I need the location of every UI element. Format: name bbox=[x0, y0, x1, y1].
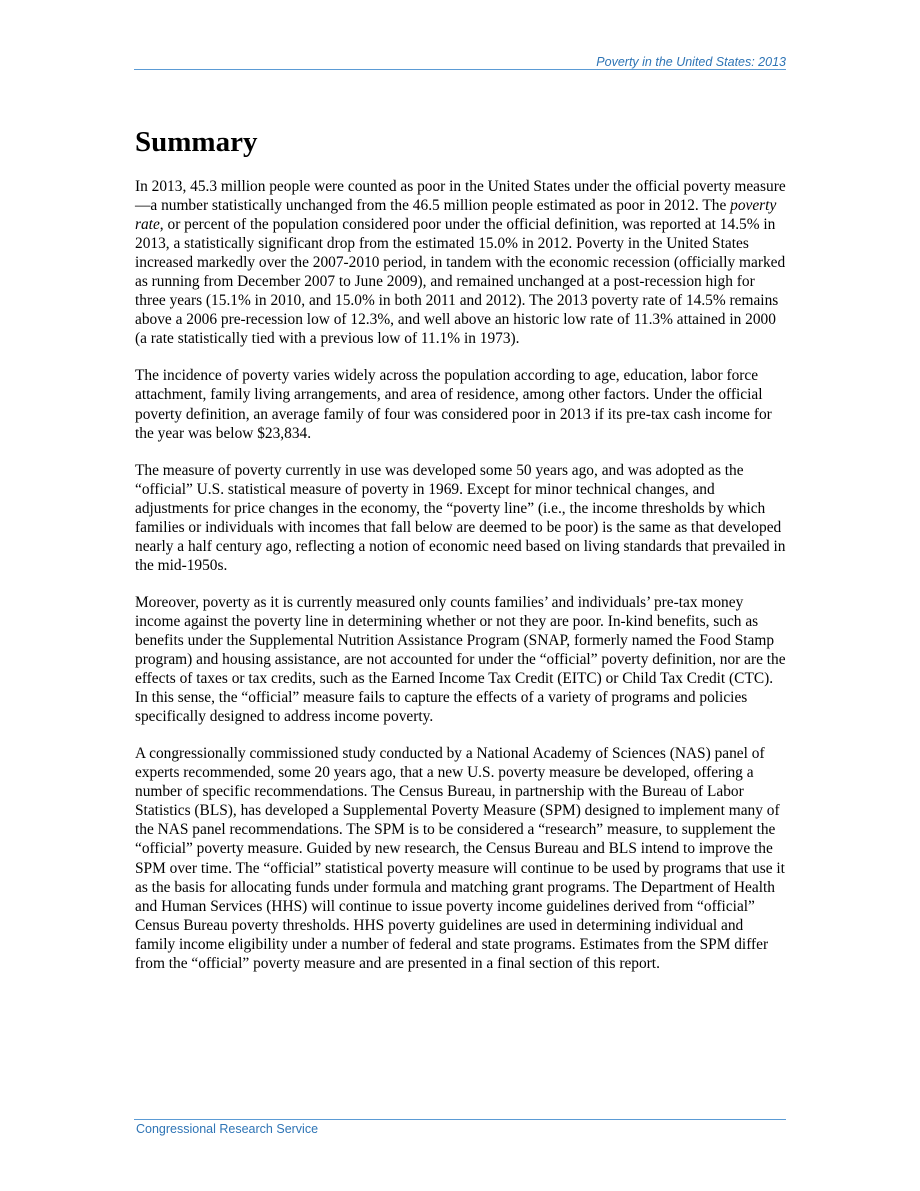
header-divider bbox=[134, 69, 786, 70]
paragraph-5: A congressionally commissioned study conducted by a National Academy of Sciences (NAS) panel of experts recommended, some 20 years ago, that a new U.S. poverty measure be developed, offering a number of specific recommendations. The Census Bureau, in partnership with the Bureau of Labor Statistics (BLS), has developed a Supplemental Poverty Measure (SPM) designed to implement many of the NAS panel recommendations. The SPM is to be considered a “research” measure, to supplement the “official” poverty measure. Guided by new research, the Census Bureau and BLS intend to improve the SPM over time. The “official” statistical poverty measure will continue to be used by programs that use it as the basis for allocating funds under formula and matching grant programs. The Department of Health and Human Services (HHS) will continue to issue poverty income guidelines derived from “official” Census Bureau poverty thresholds. HHS poverty guidelines are used in determining individual and family income eligibility under a number of federal and state programs. Estimates from the SPM differ from the “official” poverty measure and are presented in a final section of this report. bbox=[135, 745, 785, 972]
paragraph-3: The measure of poverty currently in use was developed some 50 years ago, and was adopted as the “official” U.S. statistical measure of poverty in 1969. Except for minor technical changes, and adjustments for price changes in the economy, the “poverty line” (i.e., the income thresholds by which families or individuals with incomes that fall below are deemed to be poor) is the same as that developed nearly a half century ago, reflecting a notion of economic need based on living standards that prevailed in the mid-1950s. bbox=[135, 461, 786, 574]
page-title: Summary bbox=[135, 126, 258, 158]
paragraph-4: Moreover, poverty as it is currently measured only counts families’ and individuals’ pre-tax money income against the poverty line in determining whether or not they are poor. In-kind benefits, such as benefits under the Supplemental Nutrition Assistance Program (SNAP, formerly named the Food Stamp program) and housing assistance, are not accounted for under the “official” poverty definition, nor are the effects of taxes or tax credits, such as the Earned Income Tax Credit (EITC) or Child Tax Credit (CTC). In this sense, the “official” measure fails to capture the effects of a variety of programs and policies specifically designed to address income poverty. bbox=[135, 593, 786, 726]
poverty-rate-term: poverty rate bbox=[135, 197, 777, 234]
paragraph-1: In 2013, 45.3 million people were counted as poor in the United States under the official poverty measure—a number statistically unchanged from the 46.5 million people estimated as poor in 2012. The poverty rate, or percent of the population considered poor under the official definition, was reported at 14.5% in 2013, a statistically significant drop from the estimated 15.0% in 2012. Poverty in the United States increased markedly over the 2007-2010 period, in tandem with the economic recession (officially marked as running from December 2007 to June 2009), and remained unchanged at a post-recession high for three years (15.1% in 2010, and 15.0% in both 2011 and 2012). The 2013 poverty rate of 14.5% remains above a 2006 pre-recession low of 12.3%, and well above an historic low rate of 11.3% attained in 2000 (a rate statistically tied with a previous low of 11.1% in 1973). bbox=[135, 178, 786, 348]
paragraph-2: The incidence of poverty varies widely across the population according to age, education, labor force attachment, family living arrangements, and area of residence, among other factors. Under the official poverty definition, an average family of four was considered poor in 2013 if its pre-tax cash income for the year was below $23,834. bbox=[135, 367, 772, 442]
footer-org-name: Congressional Research Service bbox=[136, 1122, 319, 1136]
summary-body bbox=[135, 177, 787, 991]
footer-divider bbox=[134, 1119, 786, 1120]
running-header-title: Poverty in the United States: 2013 bbox=[596, 55, 786, 69]
